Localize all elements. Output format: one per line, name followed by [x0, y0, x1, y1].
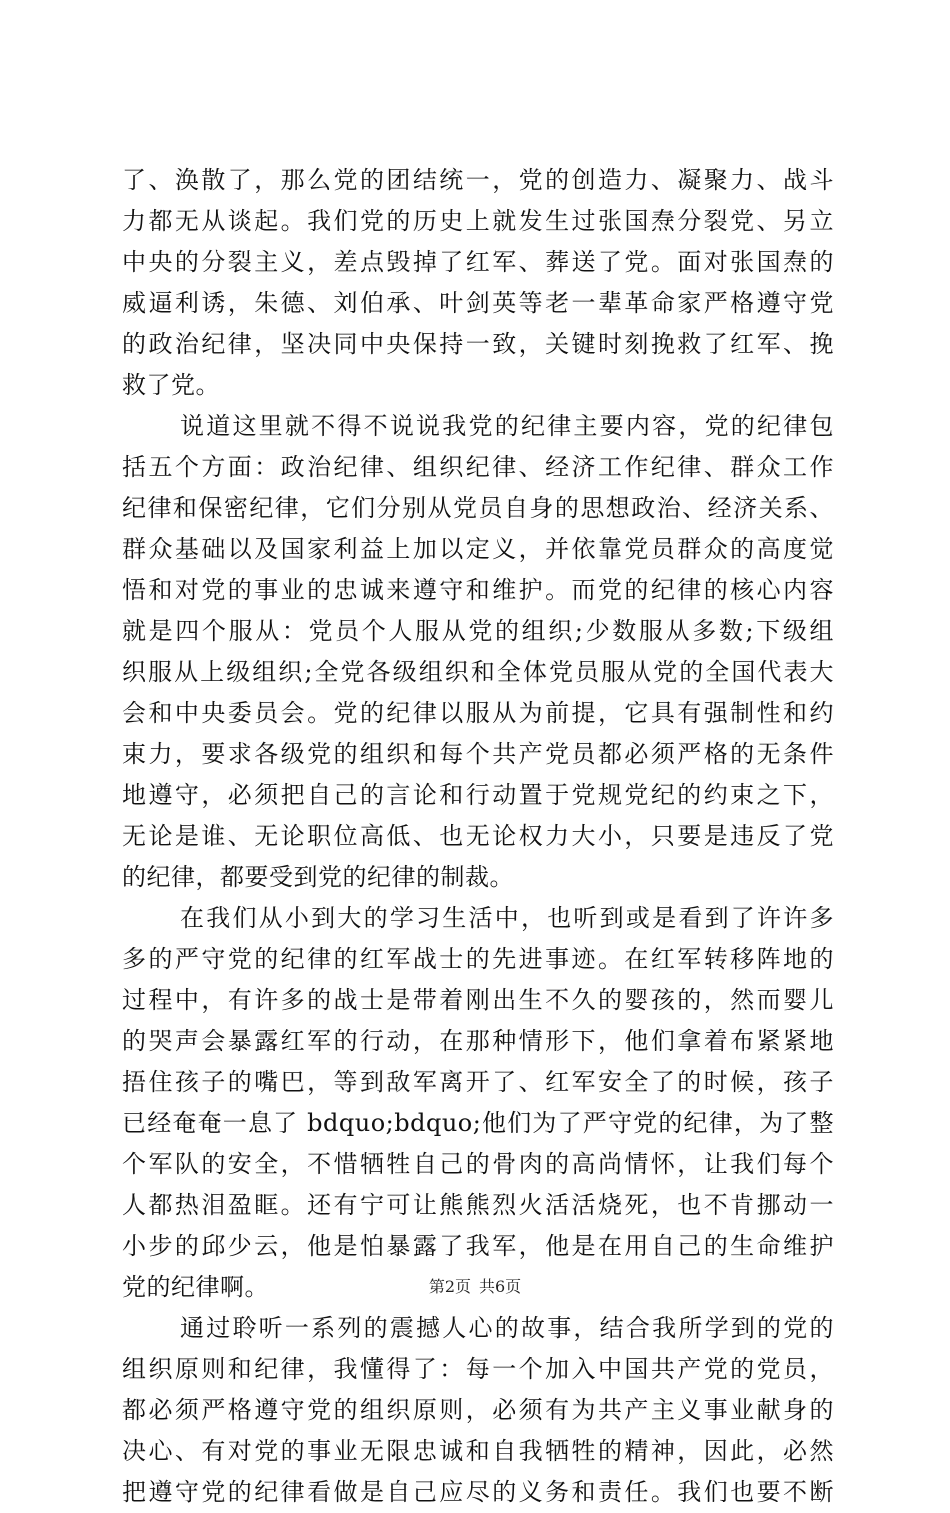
text-line: 力都无从谈起。我们党的历史上就发生过张国焘分裂党、另立: [122, 207, 834, 235]
text-line: 小步的邱少云，他是怕暴露了我军，他是在用自己的生命维护: [122, 1232, 834, 1260]
text-line: 会和中央委员会。党的纪律以服从为前提，它具有强制性和约: [122, 699, 834, 727]
paragraph-first-line: 说道这里就不得不说说我党的纪律主要内容，党的纪律包: [180, 412, 834, 440]
document-body: [122, 160, 834, 1513]
text-line: 就是四个服从：党员个人服从党的组织;少数服从多数;下级组: [122, 617, 834, 645]
text-line: 威逼利诱，朱德、刘伯承、叶剑英等老一辈革命家严格遵守党: [122, 289, 834, 317]
text-line: 的哭声会暴露红军的行动，在那种情形下，他们拿着布紧紧地: [122, 1027, 834, 1055]
text-line: 的纪律，都要受到党的纪律的制裁。: [122, 863, 514, 891]
text-line: 多的严守党的纪律的红军战士的先进事迹。在红军转移阵地的: [122, 945, 834, 973]
text-line: 个军队的安全，不惜牺牲自己的骨肉的高尚情怀，让我们每个: [122, 1150, 834, 1178]
paragraph-first-line: 通过聆听一系列的震撼人心的故事，结合我所学到的党的: [180, 1314, 834, 1342]
text-line: 纪律和保密纪律，它们分别从党员自身的思想政治、经济关系、: [122, 494, 834, 522]
page-footer: [0, 1276, 950, 1298]
text-line: 党的纪律啊。: [122, 1273, 269, 1301]
text-line: 了、涣散了，那么党的团结统一，党的创造力、凝聚力、战斗: [122, 166, 834, 194]
text-line: 把遵守党的纪律看做是自己应尽的义务和责任。我们也要不断: [122, 1478, 834, 1506]
text-line: 决心、有对党的事业无限忠诚和自我牺牲的精神，因此，必然: [122, 1437, 834, 1465]
text-line: 过程中，有许多的战士是带着刚出生不久的婴孩的，然而婴儿: [122, 986, 834, 1014]
text-line: 中央的分裂主义，差点毁掉了红军、葬送了党。面对张国焘的: [122, 248, 834, 276]
text-line: 捂住孩子的嘴巴，等到敌军离开了、红军安全了的时候，孩子: [122, 1068, 834, 1096]
text-line: 组织原则和纪律，我懂得了：每一个加入中国共产党的党员，: [122, 1355, 834, 1383]
text-line: 无论是谁、无论职位高低、也无论权力大小，只要是违反了党: [122, 822, 834, 850]
text-line: 救了党。: [122, 371, 220, 399]
text-line: 括五个方面：政治纪律、组织纪律、经济工作纪律、群众工作: [122, 453, 834, 481]
text-line: 织服从上级组织;全党各级组织和全体党员服从党的全国代表大: [122, 658, 834, 686]
text-line: 地遵守，必须把自己的言论和行动置于党规党纪的约束之下，: [122, 781, 834, 809]
text-line: 的政治纪律，坚决同中央保持一致，关键时刻挽救了红军、挽: [122, 330, 834, 358]
text-line: 束力，要求各级党的组织和每个共产党员都必须严格的无条件: [122, 740, 834, 768]
text-line: 人都热泪盈眶。还有宁可让熊熊烈火活活烧死，也不肯挪动一: [122, 1191, 834, 1219]
page-number: 第2页: [428, 1277, 471, 1296]
text-line: 已经奄奄一息了 bdquo;bdquo;他们为了严守党的纪律，为了整: [122, 1109, 834, 1137]
text-line: 悟和对党的事业的忠诚来遵守和维护。而党的纪律的核心内容: [122, 576, 834, 604]
text-line: 群众基础以及国家利益上加以定义，并依靠党员群众的高度觉: [122, 535, 834, 563]
page-total: 共6页: [479, 1277, 522, 1296]
paragraph-first-line: 在我们从小到大的学习生活中，也听到或是看到了许许多: [180, 904, 834, 932]
text-line: 都必须严格遵守党的组织原则，必须有为共产主义事业献身的: [122, 1396, 834, 1424]
